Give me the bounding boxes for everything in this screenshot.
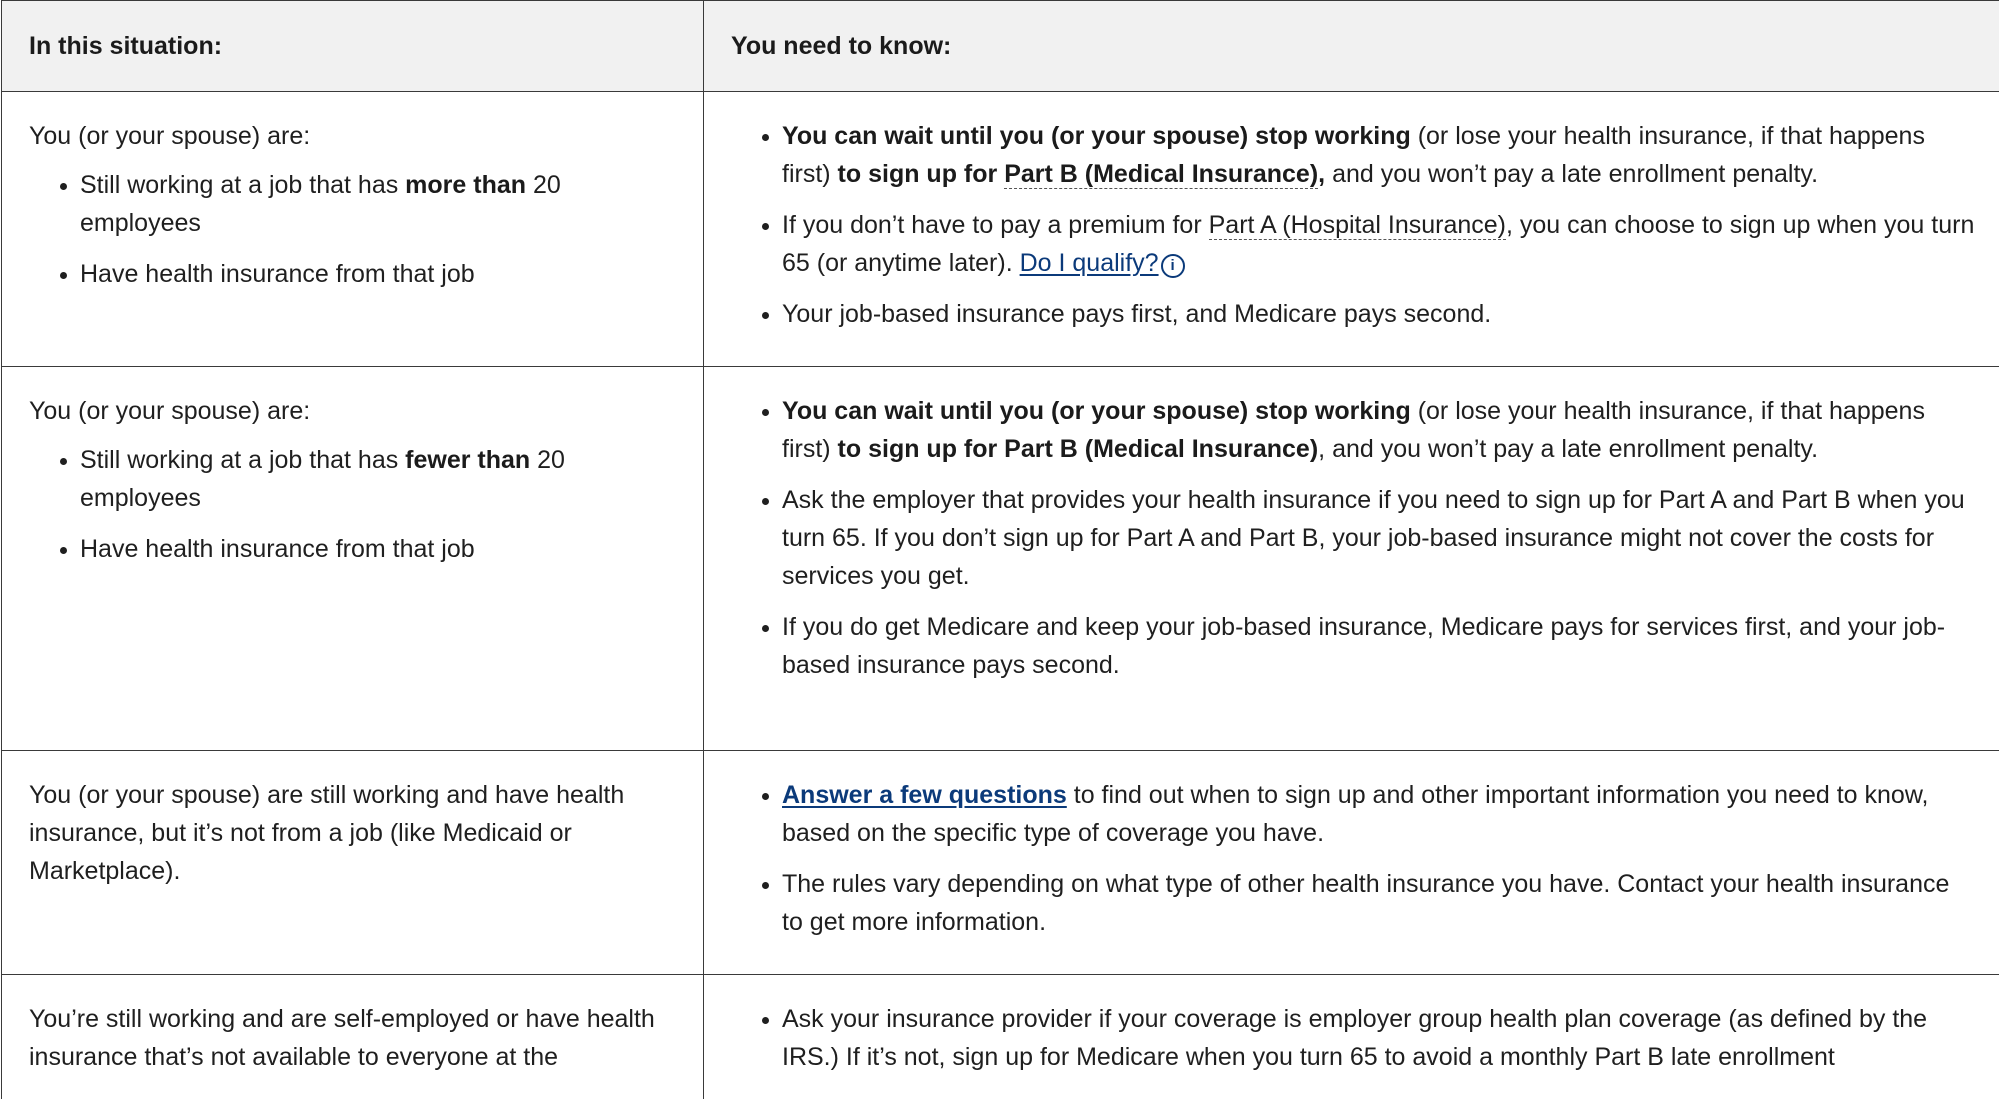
table-row (2, 751, 1999, 975)
list-item: • Ask the employer that provides your health insurance if you need to sign up for Part A and Part B when you turn 65. If you don’t sign up for Part A and Part B, your job-based insurance might not cover the costs for services you get. (782, 481, 1975, 595)
header-situation: In this situation: (2, 1, 704, 92)
table-header-row (2, 1, 1999, 92)
situation-cell (2, 92, 704, 367)
info-icon[interactable]: i (1161, 254, 1185, 278)
situation-intro: You (or your spouse) are: (29, 397, 311, 425)
list-item: • You can wait until you (or your spouse) stop working (or lose your health insurance, if that happens first) to sign up for Part B (Medical Insurance), and you won’t pay a late enrollment penalty. (782, 392, 1975, 468)
list-item: • If you don’t have to pay a premium for Part A (Hospital Insurance), you can choose to sign up when you turn 65 (or anytime later). Do I qualify? i (782, 206, 1975, 282)
list-item: • Your job-based insurance pays first, and Medicare pays second. (782, 295, 1975, 333)
list-item: • Still working at a job that has fewer than 20 employees (80, 441, 676, 517)
need-to-know-cell (704, 975, 1999, 1099)
header-need-to-know: You need to know: (704, 1, 1999, 92)
situation-cell (2, 975, 704, 1099)
situation-cell (2, 367, 704, 751)
situation-list (29, 166, 676, 293)
list-item: • Ask your insurance provider if your coverage is employer group health plan coverage (as defined by the IRS.) If it’s not, sign up for Medicare when you turn 65 to avoid a monthly Part B late enrollment (782, 1000, 1975, 1076)
table-row (2, 975, 1999, 1099)
list-item: • Still working at a job that has more than 20 employees (80, 166, 676, 242)
need-to-know-list (731, 776, 1975, 941)
need-to-know-cell (704, 92, 1999, 367)
need-to-know-cell (704, 751, 1999, 975)
list-item: • If you do get Medicare and keep your job-based insurance, Medicare pays for services first, and your job-based insurance pays second. (782, 608, 1975, 684)
list-item: • Have health insurance from that job (80, 255, 676, 293)
list-item: • The rules vary depending on what type of other health insurance you have. Contact your health insurance to get more information. (782, 865, 1975, 941)
situation-list (29, 441, 676, 568)
need-to-know-list (731, 1000, 1975, 1076)
situation-text: You’re still working and are self-employed or have health insurance that’s not available to everyone at the (29, 1005, 655, 1071)
need-to-know-list (731, 117, 1975, 333)
situation-text: You (or your spouse) are still working and have health insurance, but it’s not from a job (like Medicaid or Marketplace). (29, 781, 625, 885)
glossary-term-part-a[interactable]: Part A (Hospital Insurance) (1208, 211, 1506, 239)
answer-questions-link[interactable]: Answer a few questions (782, 781, 1067, 809)
need-to-know-list (731, 392, 1975, 684)
table-row (2, 367, 1999, 751)
list-item: • Have health insurance from that job (80, 530, 676, 568)
do-i-qualify-link[interactable]: Do I qualify? (1019, 249, 1159, 277)
list-item: • Answer a few questions to find out when to sign up and other important information you need to know, based on the specific type of coverage you have. (782, 776, 1975, 852)
situation-cell (2, 751, 704, 975)
need-to-know-cell (704, 367, 1999, 751)
situations-table (1, 0, 1999, 1099)
situation-intro: You (or your spouse) are: (29, 122, 311, 150)
glossary-term-part-b[interactable]: Part B (Medical Insurance) (1004, 160, 1319, 188)
list-item: • You can wait until you (or your spouse) stop working (or lose your health insurance, if that happens first) to sign up for Part B (Medical Insurance), and you won’t pay a late enrollment penalty. (782, 117, 1975, 193)
table-row (2, 92, 1999, 367)
